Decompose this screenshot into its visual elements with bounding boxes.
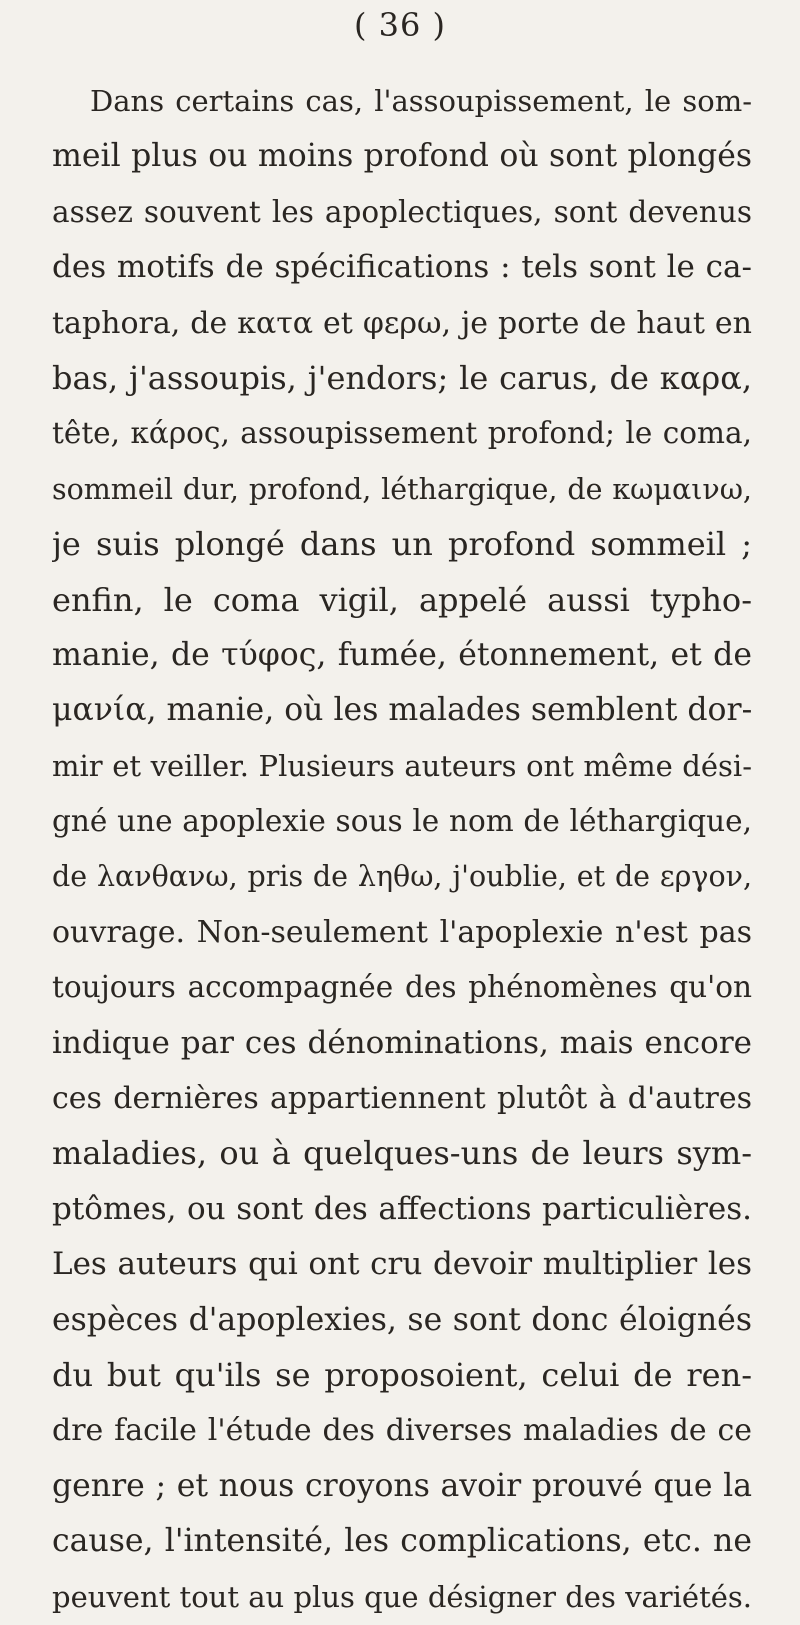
- text-line: toujours accompagnée des phénomènes qu'on: [52, 970, 752, 1005]
- text-line: dre facile l'étude des diverses maladies de ce: [52, 1413, 752, 1449]
- text-line: Dans certains cas, l'assoupissement, le som-: [90, 84, 752, 118]
- text-line: μανία, manie, où les malades semblent dor-: [52, 692, 752, 729]
- text-line: maladies, ou à quelques-uns de leurs sym-: [52, 1134, 752, 1173]
- text-line: cause, l'intensité, les complications, etc. ne: [52, 1523, 752, 1560]
- text-line: taphora, de κατα et φερω, je porte de haut en: [52, 305, 752, 341]
- page-text: [52, 74, 752, 1625]
- text-line: mir et veiller. Plusieurs auteurs ont même dési-: [52, 748, 752, 783]
- text-line: assez souvent les apoplectiques, sont devenus: [52, 194, 752, 229]
- text-line: tête, κάρος, assoupissement profond; le coma,: [52, 416, 752, 451]
- text-line: indique par ces dénominations, mais encore: [52, 1024, 752, 1061]
- text-line: bas, j'assoupis, j'endors; le carus, de καρα,: [52, 358, 752, 397]
- text-line: Les auteurs qui ont cru devoir multiplier les: [52, 1246, 752, 1283]
- page-number: ( 36 ): [353, 6, 447, 44]
- text-line: ces dernières appartiennent plutôt à d'autres: [52, 1081, 752, 1117]
- text-line: genre ; et nous croyons avoir prouvé que la: [52, 1467, 752, 1504]
- text-line: meil plus ou moins profond où sont plongés: [52, 138, 752, 175]
- text-line: manie, de τύφος, fumée, étonnement, et de: [52, 636, 752, 673]
- text-line: gné une apoplexie sous le nom de léthargique,: [52, 804, 752, 839]
- text-line: des motifs de spécifications : tels sont le ca-: [52, 249, 752, 286]
- text-line: sommeil dur, profond, léthargique, de κωμαινω,: [52, 472, 752, 506]
- text-line: ouvrage. Non-seulement l'apoplexie n'est pas: [52, 914, 752, 950]
- text-line: enfin, le coma vigil, appelé aussi typho-: [52, 580, 752, 619]
- text-line: ptômes, ou sont des affections particulières.: [52, 1190, 752, 1227]
- text-line: de λανθανω, pris de ληθω, j'oublie, et de εργον,: [52, 860, 752, 894]
- text-line: je suis plongé dans un profond sommeil ;: [52, 525, 752, 564]
- text-line: espèces d'apoplexies, se sont donc éloignés: [52, 1301, 752, 1338]
- text-line: du but qu'ils se proposoient, celui de ren-: [52, 1355, 752, 1394]
- text-line: peuvent tout au plus que désigner des variétés.: [52, 1579, 752, 1614]
